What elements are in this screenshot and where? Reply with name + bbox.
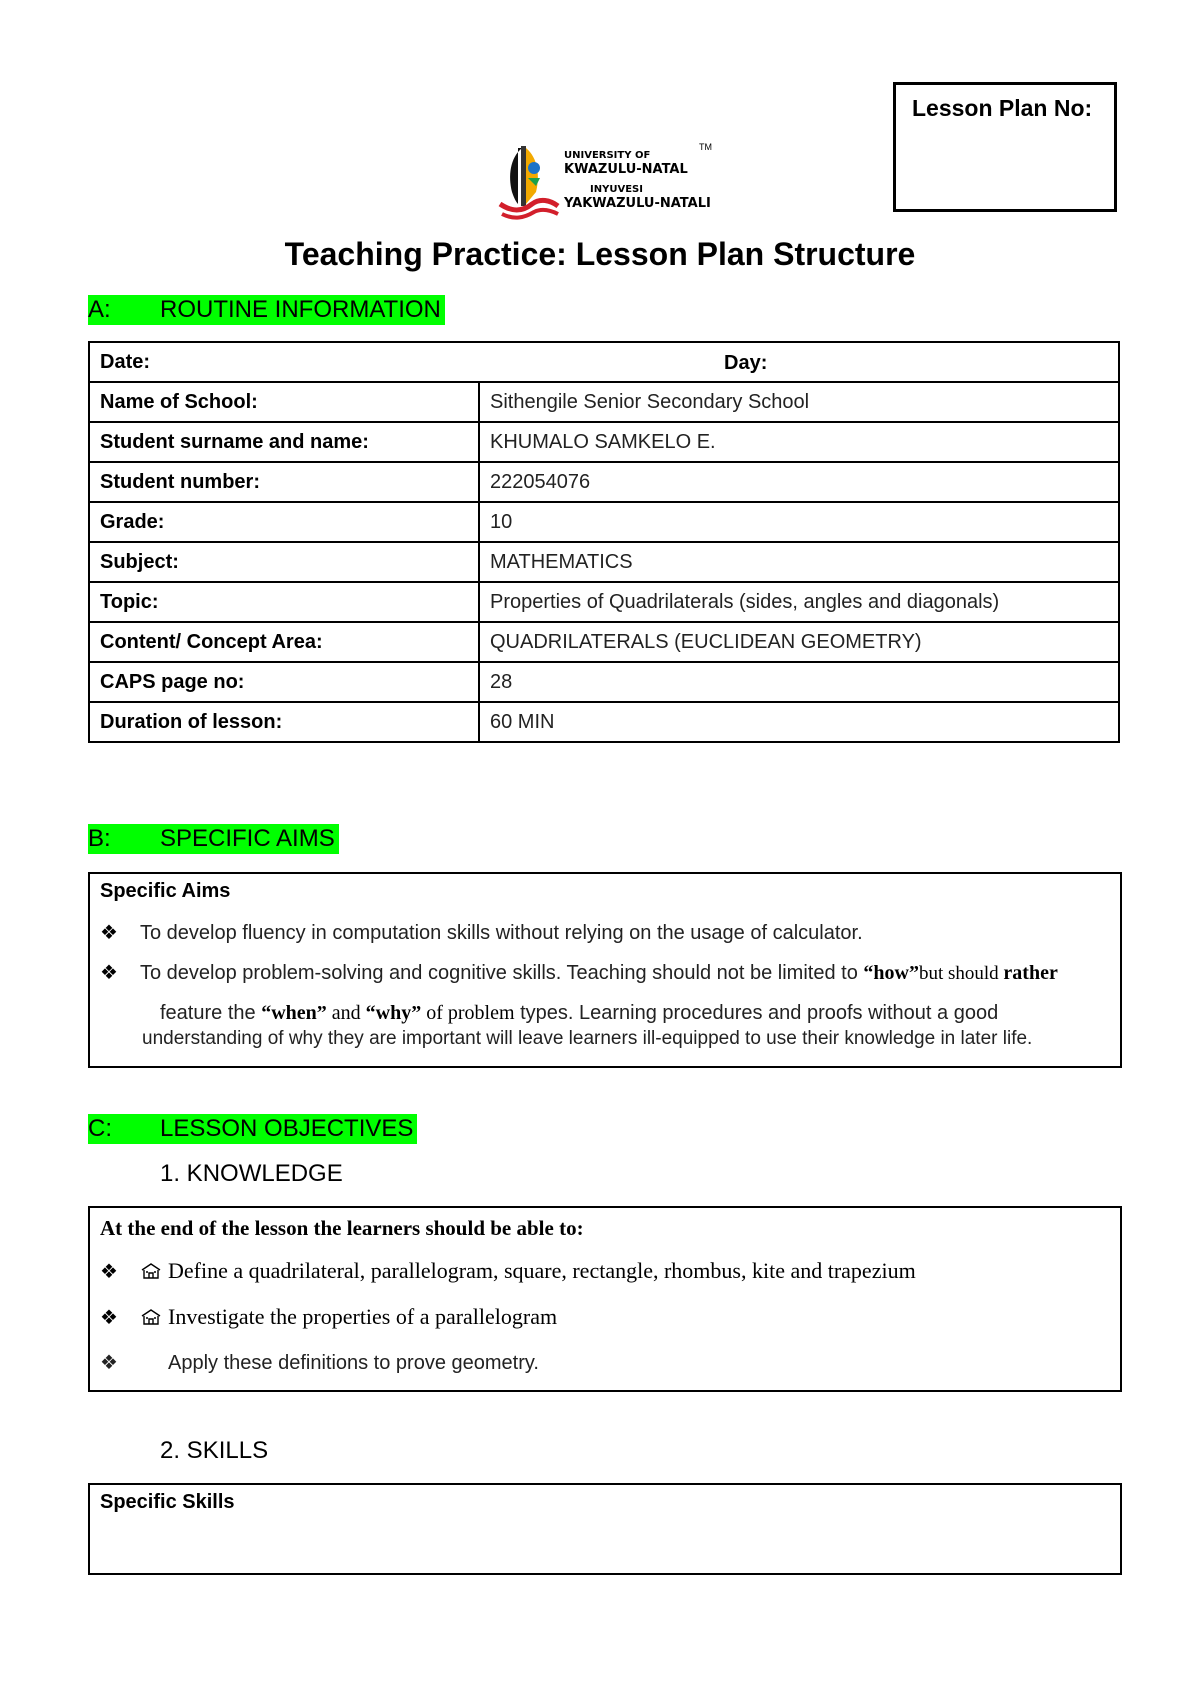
diamond-bullet-icon: ❖ — [100, 922, 118, 944]
row-label: Content/ Concept Area: — [89, 622, 479, 662]
university-logo — [492, 142, 722, 220]
aims-feature-the: feature the — [160, 1002, 262, 1024]
aims-rather: rather — [1003, 962, 1058, 984]
aims-why: “why” — [365, 1002, 422, 1024]
logo-trademark: TM — [699, 142, 712, 152]
aims-item-1-text: To develop fluency in computation skills without relying on the usage of calculator. — [140, 922, 863, 944]
knowledge-item — [100, 1304, 557, 1330]
skills-subheading: 2. SKILLS — [160, 1437, 269, 1464]
routine-info-table — [88, 341, 1120, 743]
section-a-heading — [88, 295, 445, 325]
section-b-letter: B: — [88, 825, 111, 852]
section-a-letter: A: — [88, 296, 111, 323]
specific-aims-heading: Specific Aims — [100, 880, 231, 902]
row-label: Grade: — [89, 502, 479, 542]
knowledge-item — [100, 1350, 539, 1375]
table-row — [89, 422, 1119, 462]
lesson-plan-number-box — [893, 82, 1117, 212]
section-c-title: LESSON OBJECTIVES — [160, 1115, 414, 1142]
row-value: 60 MIN — [479, 702, 1119, 742]
row-value: Properties of Quadrilaterals (sides, angles and diagonals) — [479, 582, 1119, 622]
school-icon — [140, 1262, 162, 1280]
table-row — [89, 582, 1119, 622]
row-value: 10 — [479, 502, 1119, 542]
row-label: CAPS page no: — [89, 662, 479, 702]
row-label: Duration of lesson: — [89, 702, 479, 742]
section-c-letter: C: — [88, 1115, 112, 1142]
knowledge-item-text: Apply these definitions to prove geometry. — [168, 1352, 539, 1374]
row-label: Topic: — [89, 582, 479, 622]
knowledge-item-text: Define a quadrilateral, parallelogram, square, rectangle, rhombus, kite and trapezium — [168, 1258, 916, 1283]
row-value: KHUMALO SAMKELO E. — [479, 422, 1119, 462]
row-value: 28 — [479, 662, 1119, 702]
section-b-heading — [88, 824, 339, 854]
knowledge-intro: At the end of the lesson the learners should be able to: — [100, 1216, 584, 1240]
section-a-title: ROUTINE INFORMATION — [160, 296, 441, 323]
aims-how: “how” — [863, 962, 919, 984]
table-row — [89, 662, 1119, 702]
aims-of-problem: of problem — [421, 1002, 515, 1024]
table-row — [89, 542, 1119, 582]
row-label: Student number: — [89, 462, 479, 502]
row-label: Student surname and name: — [89, 422, 479, 462]
row-value: MATHEMATICS — [479, 542, 1119, 582]
specific-aims-box — [88, 872, 1122, 1068]
page-title: Teaching Practice: Lesson Plan Structure — [284, 236, 916, 272]
diamond-bullet-icon: ❖ — [100, 962, 118, 984]
specific-skills-heading: Specific Skills — [100, 1491, 235, 1513]
aims-item-2-line-2 — [160, 1002, 998, 1025]
diamond-bullet-icon: ❖ — [100, 1259, 118, 1283]
day-label: Day: — [724, 352, 768, 374]
knowledge-item — [100, 1258, 916, 1284]
knowledge-subheading: 1. KNOWLEDGE — [160, 1160, 343, 1187]
table-row — [89, 382, 1119, 422]
table-row — [89, 342, 1119, 382]
date-day-cell — [89, 342, 1119, 382]
table-row — [89, 462, 1119, 502]
aims-item-2 — [100, 960, 1058, 985]
diamond-bullet-icon: ❖ — [100, 1352, 118, 1374]
aims-when: “when” — [261, 1002, 327, 1024]
section-c-heading — [88, 1114, 417, 1144]
section-b-title: SPECIFIC AIMS — [160, 825, 335, 852]
aims-item-2-line-3: understanding of why they are important will leave learners ill-equipped to use their knowledge in later life. — [142, 1028, 1033, 1049]
logo-line-3: INYUVESI — [590, 184, 643, 195]
table-row — [89, 622, 1119, 662]
knowledge-box — [88, 1206, 1122, 1392]
school-icon — [140, 1308, 162, 1326]
table-row — [89, 702, 1119, 742]
aims-item-2-text: To develop problem-solving and cognitive skills. Teaching should not be limited to — [140, 962, 864, 984]
logo-line-4: YAKWAZULU-NATALI — [564, 196, 711, 211]
aims-types: types. Learning procedures and proofs without a good — [514, 1002, 999, 1024]
specific-skills-box — [88, 1483, 1122, 1575]
diamond-bullet-icon: ❖ — [100, 1305, 118, 1329]
knowledge-item-text: Investigate the properties of a parallelogram — [168, 1304, 558, 1329]
lesson-plan-number-label: Lesson Plan No: — [912, 95, 1093, 121]
aims-and: and — [326, 1002, 366, 1024]
row-value: Sithengile Senior Secondary School — [479, 382, 1119, 422]
row-value: 222054076 — [479, 462, 1119, 502]
logo-line-1: UNIVERSITY OF — [564, 150, 651, 161]
aims-item-1 — [100, 920, 863, 945]
logo-line-2: KWAZULU-NATAL — [564, 162, 688, 177]
table-row — [89, 502, 1119, 542]
row-label: Subject: — [89, 542, 479, 582]
row-value: QUADRILATERALS (EUCLIDEAN GEOMETRY) — [479, 622, 1119, 662]
row-label: Name of School: — [89, 382, 479, 422]
university-shield-icon — [492, 142, 562, 220]
date-label: Date: — [100, 350, 151, 373]
aims-but-should: but should — [918, 963, 1004, 984]
